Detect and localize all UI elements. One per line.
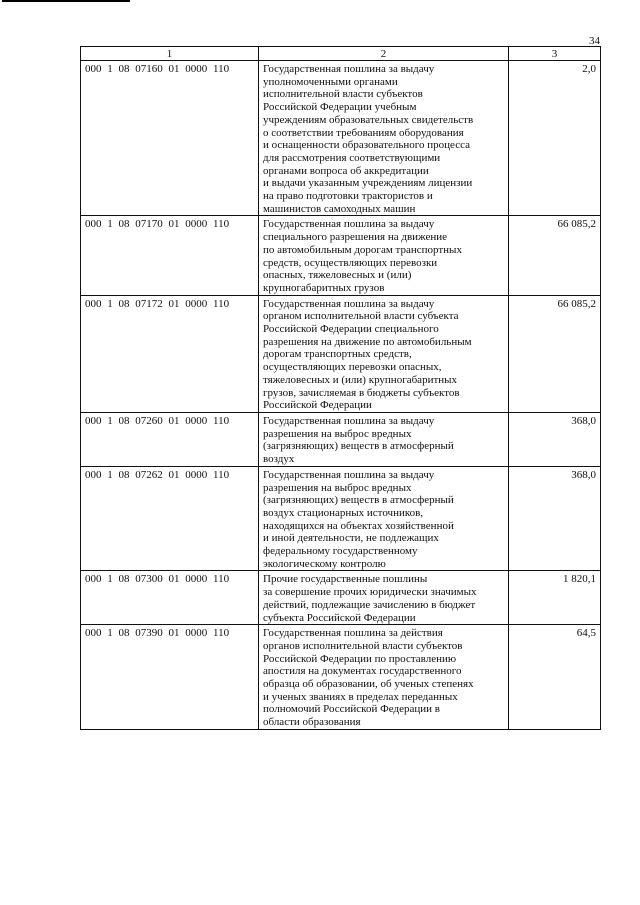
- table-row: [81, 216, 601, 295]
- description-line: и иной деятельности, не подлежащих: [263, 532, 439, 545]
- description-line: органом исполнительной власти субъекта: [263, 310, 459, 323]
- description-line: по автомобильным дорогам транспортных: [263, 243, 462, 256]
- description-line: органами вопроса об аккредитации: [263, 164, 429, 177]
- description-line: образца об образовании, об ученых степенях: [263, 678, 474, 691]
- table-row: [81, 295, 601, 412]
- classification-code: 000 1 08 07262 01 0000 110: [81, 466, 259, 571]
- description-line: исполнительной власти субъектов: [263, 88, 423, 101]
- description-line: Прочие государственные пошлины: [263, 573, 428, 586]
- description-line: Государственная пошлина за выдачу: [263, 63, 435, 75]
- description-line: органов исполнительной власти субъектов: [263, 639, 463, 652]
- amount-value: 66 085,2: [509, 216, 601, 295]
- description-line: воздух: [263, 453, 295, 466]
- description-line: уполномоченными органами: [263, 75, 398, 88]
- description-line: дорогам транспортных средств,: [263, 348, 412, 361]
- description-line: Государственная пошлина за выдачу: [263, 468, 435, 481]
- description-line: (загрязняющих) веществ в атмосферный: [263, 494, 454, 507]
- table-row: [81, 61, 601, 216]
- description-line: разрешения на выброс вредных: [263, 481, 412, 494]
- scan-edge-mark: [2, 0, 130, 2]
- description-line: крупногабаритных грузов: [263, 281, 385, 294]
- description-line: Государственная пошлина за действия: [263, 627, 443, 640]
- description-line: осуществляющих перевозки опасных,: [263, 361, 442, 374]
- classification-code: 000 1 08 07172 01 0000 110: [81, 295, 259, 412]
- amount-value: 1 820,1: [509, 571, 601, 625]
- revenue-description: [259, 571, 509, 625]
- amount-value: 2,0: [509, 61, 601, 216]
- classification-code: 000 1 08 07170 01 0000 110: [81, 216, 259, 295]
- description-line: находящихся на объектах хозяйственной: [263, 519, 454, 532]
- description-line: опасных, тяжеловесных и (или): [263, 269, 412, 282]
- table-row: [81, 412, 601, 466]
- description-line: апостиля на документах государственного: [263, 665, 462, 678]
- description-line: разрешения на движение по автомобильным: [263, 335, 472, 348]
- description-line: разрешения на выброс вредных: [263, 427, 412, 440]
- description-line: средств, осуществляющих перевозки: [263, 256, 438, 269]
- description-line: Российской Федерации: [263, 399, 372, 412]
- description-line: и ученых званиях в пределах переданных: [263, 690, 458, 703]
- amount-value: 368,0: [509, 466, 601, 571]
- table-row: [81, 571, 601, 625]
- description-line: федеральному государственному: [263, 545, 418, 558]
- description-line: Российской Федерации специального: [263, 323, 439, 336]
- table-body: [81, 61, 601, 730]
- description-line: экологическому контролю: [263, 557, 386, 570]
- table-row: [81, 625, 601, 730]
- description-line: на право подготовки трактористов и: [263, 190, 433, 203]
- column-header-code: 1: [81, 47, 259, 61]
- description-line: Государственная пошлина за выдачу: [263, 218, 435, 231]
- description-line: за совершение прочих юридически значимых: [263, 586, 477, 599]
- description-line: субъекта Российской Федерации: [263, 611, 416, 624]
- table-row: [81, 466, 601, 571]
- column-header-amount: 3: [509, 47, 601, 61]
- amount-value: 368,0: [509, 412, 601, 466]
- description-line: Государственная пошлина за выдачу: [263, 297, 435, 310]
- description-line: и выдачи указанным учреждениям лицензии: [263, 177, 473, 190]
- description-line: воздух стационарных источников,: [263, 506, 424, 519]
- revenue-description: [259, 61, 509, 216]
- classification-code: 000 1 08 07390 01 0000 110: [81, 625, 259, 730]
- description-line: (загрязняющих) веществ в атмосферный: [263, 440, 454, 453]
- amount-value: 66 085,2: [509, 295, 601, 412]
- description-line: действий, подлежащие зачислению в бюджет: [263, 598, 476, 611]
- classification-code: 000 1 08 07160 01 0000 110: [81, 61, 259, 216]
- description-line: учреждениям образовательных свидетельств: [263, 113, 474, 126]
- description-line: и оснащенности образовательного процесса: [263, 139, 470, 152]
- description-line: полномочий Российской Федерации в: [263, 703, 440, 716]
- page-number: 34: [589, 35, 600, 47]
- revenue-description: [259, 412, 509, 466]
- description-line: о соответствии требованиям оборудования: [263, 126, 464, 139]
- description-line: Российской Федерации учебным: [263, 101, 417, 114]
- revenue-description: [259, 625, 509, 730]
- table-header-row: [81, 47, 601, 61]
- description-line: Государственная пошлина за выдачу: [263, 414, 435, 427]
- description-line: тяжеловесных и (или) крупногабаритных: [263, 373, 458, 386]
- revenue-table: [80, 46, 601, 730]
- description-line: Российской Федерации по проставлению: [263, 652, 457, 665]
- description-line: грузов, зачисляемая в бюджеты субъектов: [263, 386, 460, 399]
- revenue-description: [259, 295, 509, 412]
- classification-code: 000 1 08 07300 01 0000 110: [81, 571, 259, 625]
- description-line: для рассмотрения соответствующими: [263, 151, 441, 164]
- revenue-description: [259, 216, 509, 295]
- description-line: специального разрешения на движение: [263, 231, 448, 244]
- column-header-name: 2: [259, 47, 509, 61]
- description-line: области образования: [263, 716, 361, 729]
- description-line: машинистов самоходных машин: [263, 202, 416, 215]
- revenue-description: [259, 466, 509, 571]
- amount-value: 64,5: [509, 625, 601, 730]
- classification-code: 000 1 08 07260 01 0000 110: [81, 412, 259, 466]
